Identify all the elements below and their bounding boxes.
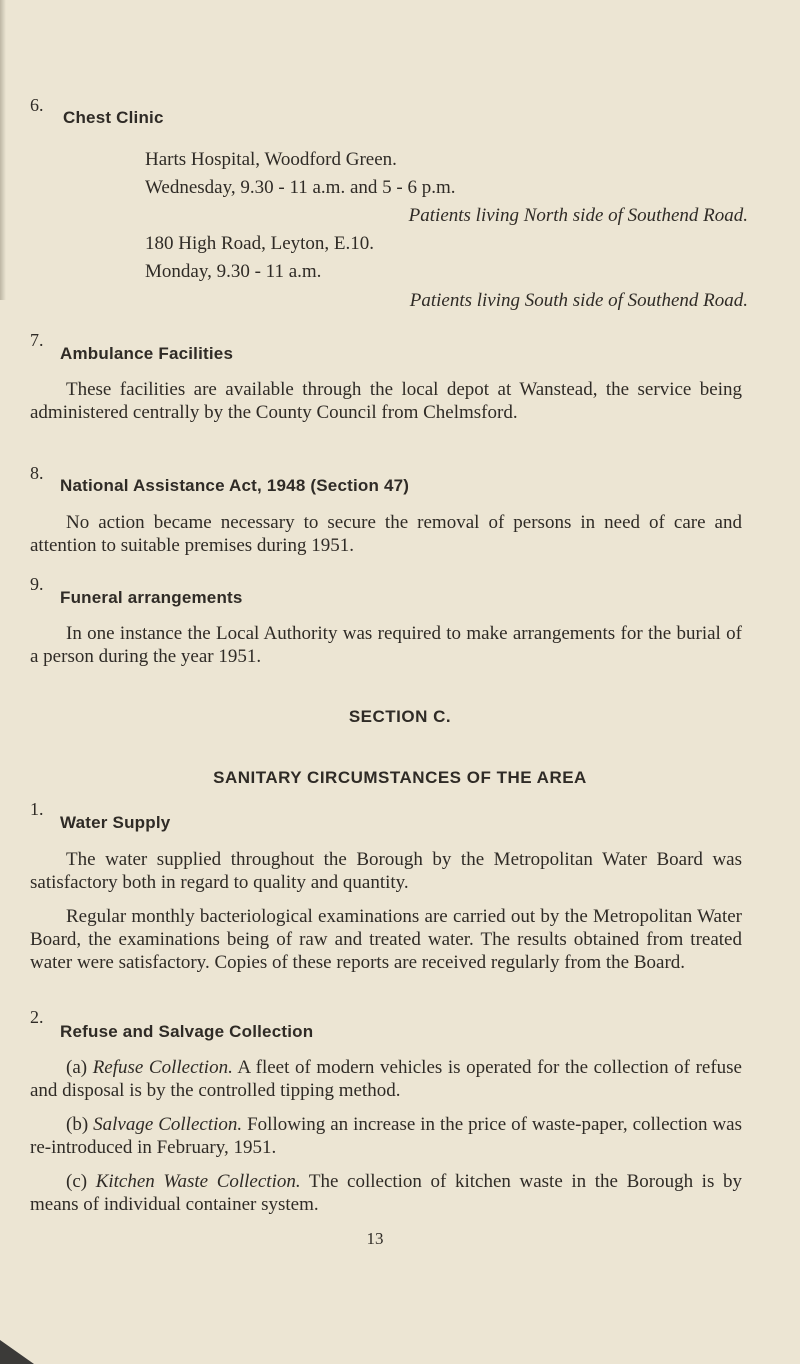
section-title: SANITARY CIRCUMSTANCES OF THE AREA [213,768,587,787]
section-heading: Water Supply [60,813,171,832]
text-line: 180 High Road, Leyton, E.10. [145,233,375,254]
text-line: Harts Hospital, Woodford Green. [145,149,397,170]
page-edge-shadow [0,0,6,300]
text-line: Wednesday, 9.30 - 11 a.m. and 5 - 6 p.m. [145,177,456,198]
section-number: 1. [30,799,44,819]
section-number: 6. [30,95,44,115]
paragraph: Regular monthly bacteriological examinations are carried out by the Metropolitan Water Board, the examinations being of raw and treated water. The results obtained from treated water were satisfactory. Copies of these reports are received regularly from the Board. [30,906,742,973]
section-number: 2. [30,1007,44,1027]
section-number: 8. [30,463,44,483]
paragraph: The water supplied throughout the Borough by the Metropolitan Water Board was satisfactory both in regard to quality and quantity. [30,849,742,893]
section-label: SECTION C. [348,707,452,726]
section-heading: National Assistance Act, 1948 (Section 47) [60,476,410,495]
section-heading: Ambulance Facilities [60,344,234,363]
item-title: Kitchen Waste Collection. [95,1171,301,1192]
item-text: Following an increase in the price of waste-paper, collection was re-introduced in February, 1951. [30,1114,743,1158]
paragraph-salvage-collection [30,1113,742,1159]
item-text: The collection of kitchen waste in the Borough is by means of individual container system. [30,1171,742,1215]
text-line: Monday, 9.30 - 11 a.m. [145,261,322,282]
item-label: (a) [66,1057,88,1078]
page-number: 13 [366,1229,384,1248]
section-number: 9. [30,574,44,594]
paragraph-refuse-collection [30,1056,742,1102]
paragraph: In one instance the Local Authority was required to make arrangements for the burial of a person during the year 1951. [30,623,742,667]
page-corner-shadow [0,1340,34,1364]
item-label: (c) [66,1171,88,1192]
item-title: Refuse Collection. [92,1057,233,1078]
item-text: A fleet of modern vehicles is operated for the collection of refuse and disposal is by the controlled tipping method. [30,1057,742,1101]
paragraph-kitchen-waste [30,1170,742,1216]
paragraph: No action became necessary to secure the removal of persons in need of care and attention to suitable premises during 1951. [30,512,742,556]
section-number: 7. [30,330,44,350]
section-heading: Refuse and Salvage Collection [60,1022,314,1041]
section-heading: Chest Clinic [63,108,164,127]
text-line: Patients living South side of Southend Road. [409,290,748,311]
text-line: Patients living North side of Southend Road. [408,205,748,226]
section-heading: Funeral arrangements [60,588,243,607]
paragraph: These facilities are available through the local depot at Wanstead, the service being administered centrally by the County Council from Chelmsford. [30,379,742,423]
item-title: Salvage Collection. [93,1114,243,1135]
item-label: (b) [66,1114,89,1135]
